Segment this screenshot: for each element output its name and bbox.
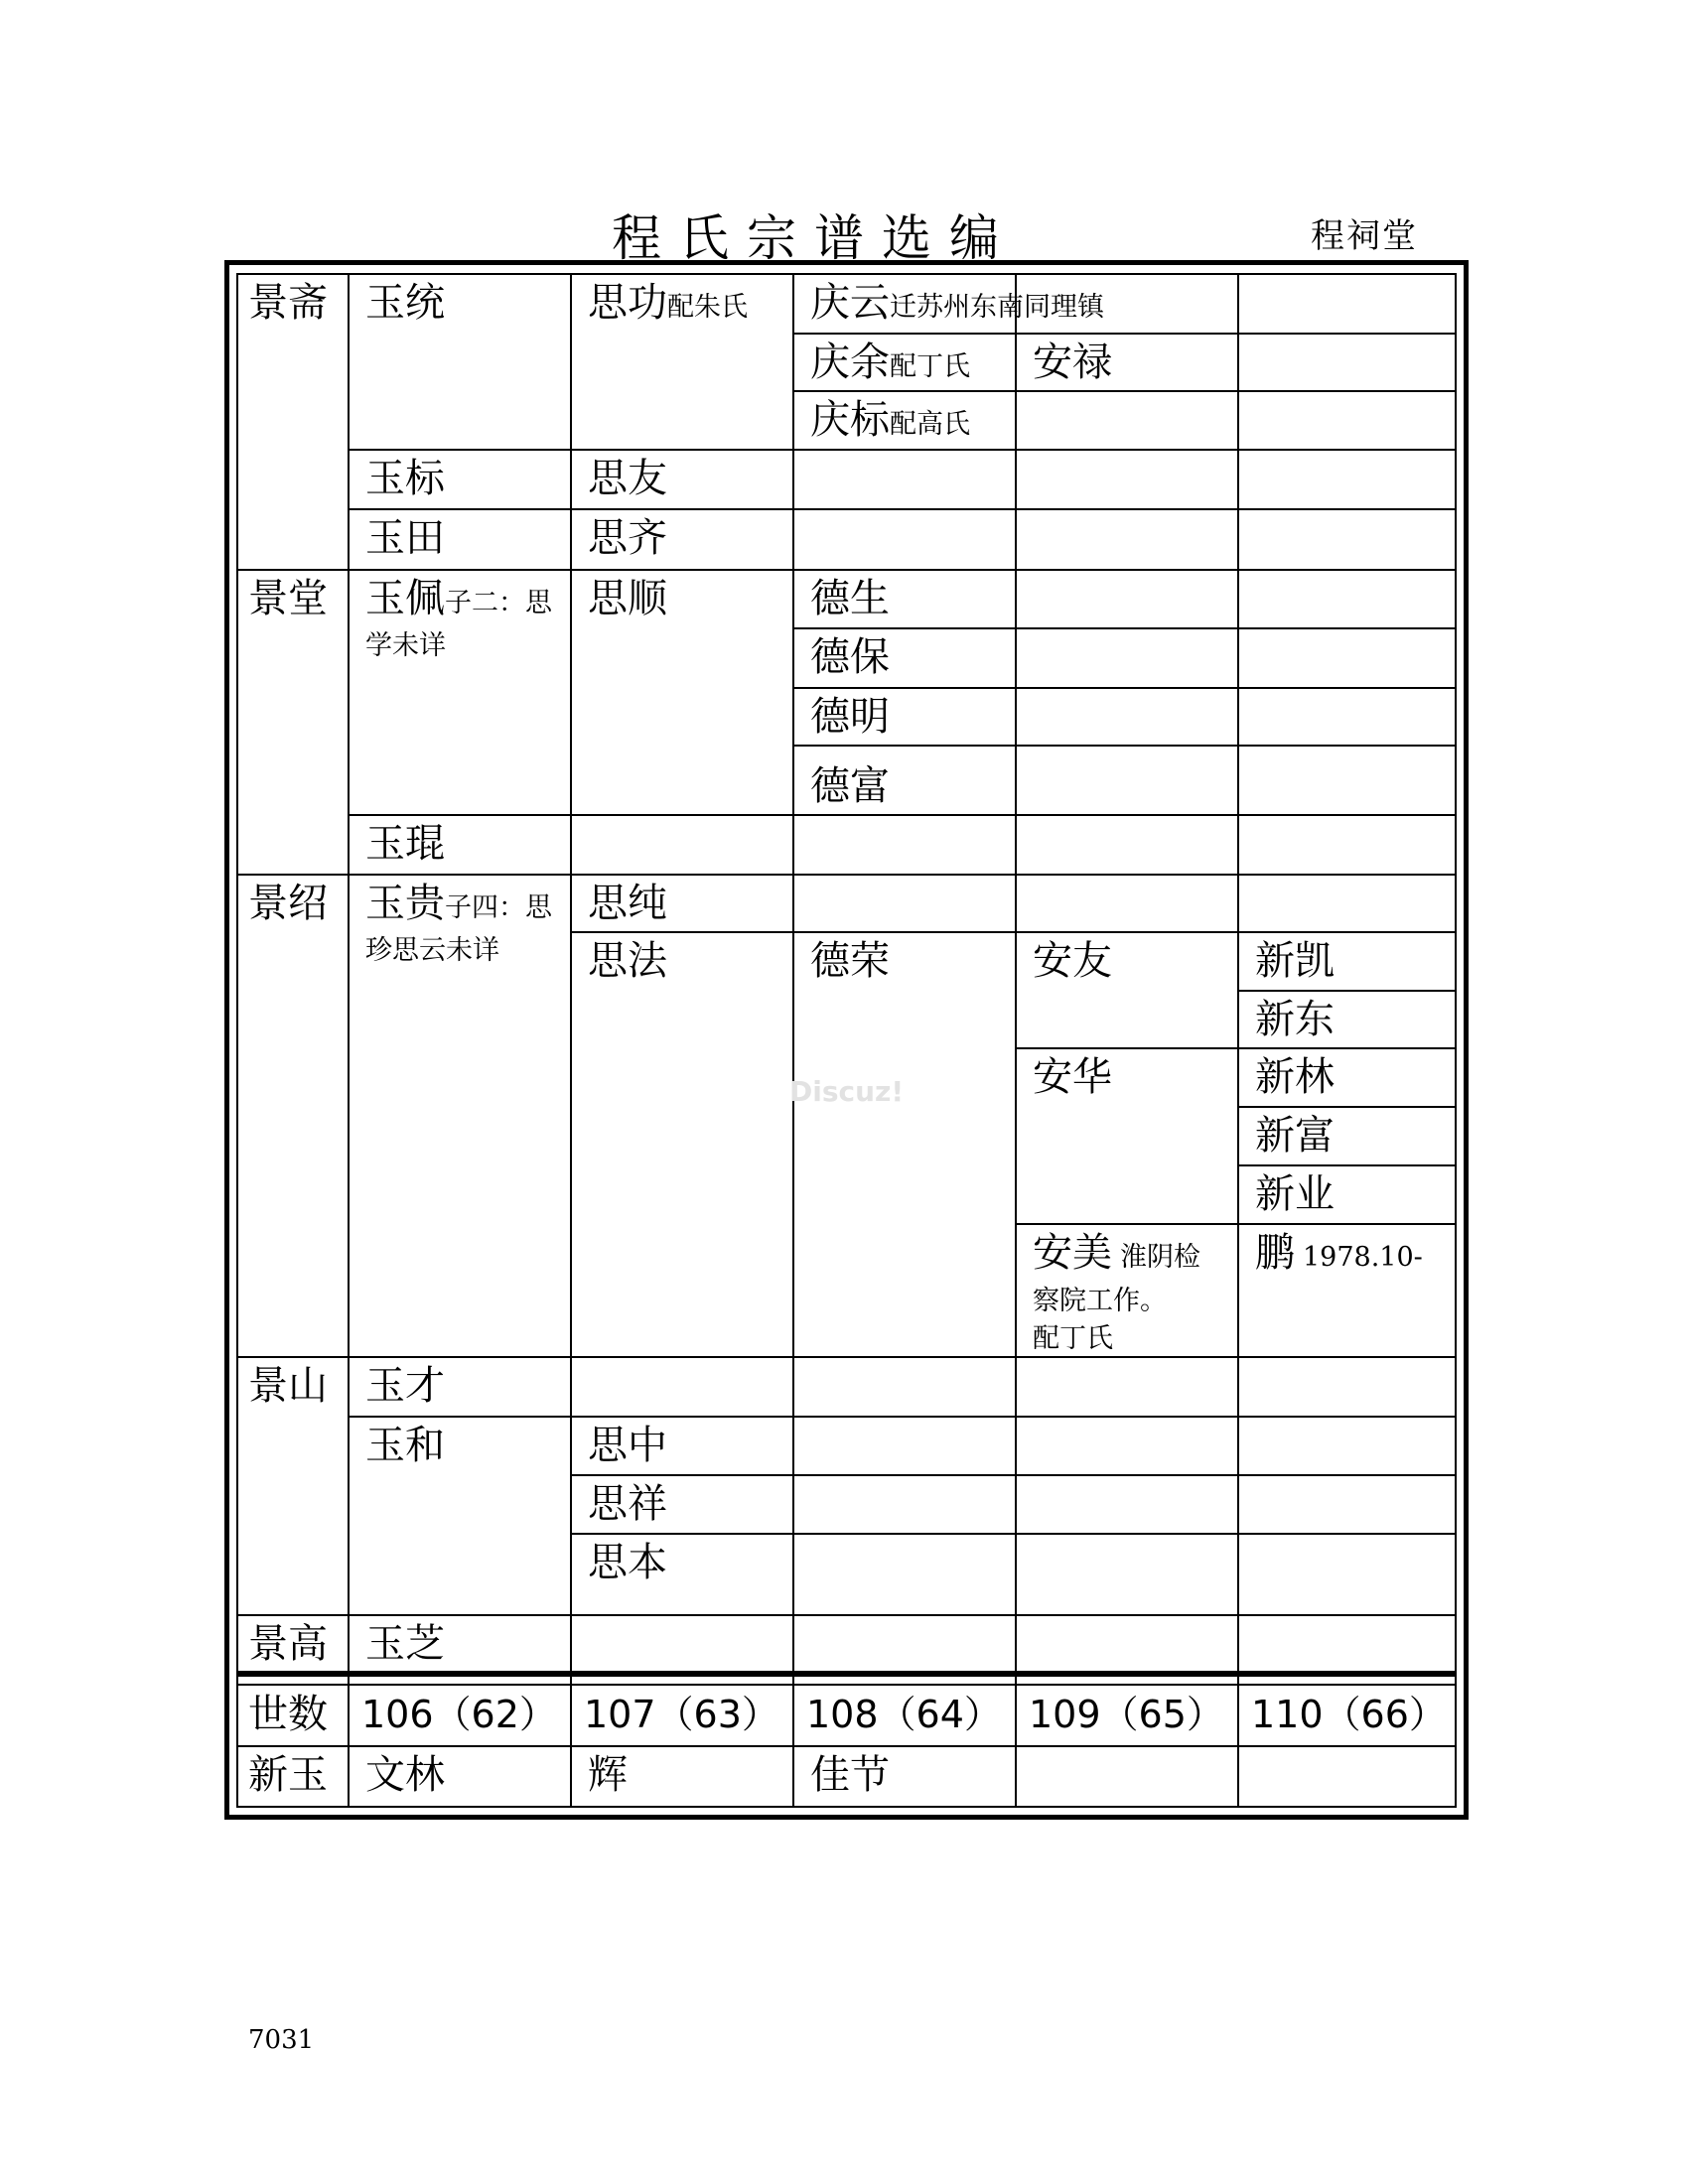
name-qingyu [810,341,970,389]
name-peng [1255,1231,1423,1280]
new-generation-label: 新玉 [248,1752,328,1798]
grid-line [1237,1106,1457,1108]
ancestor-jingshan: 景山 [248,1363,328,1409]
name-qingbiao-text: 庆标 [810,397,890,443]
name-yutong: 玉统 [365,280,445,326]
name-sichun: 思纯 [588,881,667,926]
note-sigong: 配朱氏 [667,292,748,323]
new-name-wenlin: 文林 [365,1752,445,1798]
name-yuzhi: 玉芝 [365,1621,445,1667]
name-anlu: 安禄 [1033,340,1112,385]
grid-line [792,390,1457,392]
grid-line [236,1671,1457,1677]
grid-line [348,1416,1457,1418]
grid-line [570,273,572,1808]
name-yubiao: 玉标 [365,456,445,501]
name-anhua: 安华 [1033,1054,1112,1100]
name-yugui [365,882,552,930]
grid-line [348,273,350,1808]
grid-line [348,508,1457,510]
generation-109: 109（65） [1029,1693,1224,1736]
name-yukun: 玉琨 [365,821,445,867]
name-siqi: 思齐 [588,515,667,561]
note-yugui-line2: 珍思云未详 [365,935,499,966]
hall-name: 程祠堂 [1311,216,1418,256]
grid-line [792,627,1457,629]
grid-line [1237,1164,1457,1166]
page-title: 程氏宗谱选编 [612,209,1017,267]
grid-line [792,333,1457,335]
name-sixiang: 思祥 [588,1481,667,1527]
name-anmei [1033,1231,1200,1280]
note-yupei: 子二：思 [445,588,552,618]
name-yupei [365,577,552,625]
grid-line [1237,273,1239,1808]
note-anmei-line2: 察院工作。 [1033,1286,1167,1316]
grid-line [570,1533,1457,1535]
new-name-jiajie: 佳节 [810,1752,890,1798]
name-xinkai: 新凯 [1255,938,1335,984]
new-name-hui: 辉 [588,1752,628,1798]
grid-line [348,449,1457,451]
generation-108: 108（64） [806,1693,1002,1736]
grid-line [236,1614,1457,1616]
grid-line [792,745,1457,747]
ancestor-jinggao: 景高 [248,1621,328,1667]
name-desheng: 德生 [810,576,890,621]
name-defu: 德富 [810,763,890,809]
name-sishun: 思顺 [588,576,667,621]
note-qingyun: 迁苏州东南同理镇 [890,292,1104,323]
name-siyou: 思友 [588,456,667,501]
ancestor-jingzhai: 景斋 [248,280,328,326]
grid-line [236,1684,1457,1686]
note-qingbiao: 配高氏 [890,409,970,440]
name-sifa: 思法 [588,938,667,984]
name-yugui-text: 玉贵 [365,881,445,926]
name-xinlin: 新林 [1255,1054,1335,1100]
name-anmei-text: 安美 [1033,1230,1112,1276]
grid-line [792,687,1457,689]
name-sigong [588,281,748,330]
page-number: 7031 [248,2025,315,2055]
name-xinfu: 新富 [1255,1113,1335,1159]
name-debao: 德保 [810,634,890,680]
ancestor-jingtang: 景堂 [248,576,328,621]
note-anmei-line3: 配丁氏 [1033,1323,1113,1354]
generation-106: 106（62） [361,1693,557,1736]
generation-label: 世数 [248,1692,328,1737]
name-xindong: 新东 [1255,997,1335,1042]
name-derong: 德荣 [810,938,890,984]
name-yuhe: 玉和 [365,1423,445,1468]
name-sizhong: 思中 [588,1423,667,1468]
note-anmei: 淮阴检 [1120,1242,1200,1273]
name-peng-text: 鹏 [1255,1230,1295,1276]
name-qingyun [810,281,1104,330]
name-yutian: 玉田 [365,515,445,561]
grid-line [348,814,1457,816]
name-xinye: 新业 [1255,1171,1335,1217]
name-yupei-text: 玉佩 [365,576,445,621]
watermark: Discuz! [789,1075,905,1108]
name-qingbiao [810,398,970,447]
grid-line [236,874,1457,876]
grid-line [236,1745,1457,1747]
name-qingyun-text: 庆云 [810,280,890,326]
grid-line [236,1356,1457,1358]
name-sigong-text: 思功 [588,280,667,326]
grid-line [570,1474,1457,1476]
name-yucai: 玉才 [365,1363,445,1409]
grid-line [1237,990,1457,992]
name-anyou: 安友 [1033,938,1112,984]
ancestor-jingshao: 景绍 [248,881,328,926]
grid-line [236,569,1457,571]
note-yugui: 子四：思 [445,892,552,923]
note-peng: 1978.10- [1303,1242,1423,1273]
name-deming: 德明 [810,694,890,740]
grid-line [1015,1047,1457,1049]
note-qingyu: 配丁氏 [890,351,970,382]
name-qingyu-text: 庆余 [810,340,890,385]
grid-line [1015,273,1017,1808]
note-yupei-line2: 学未详 [365,630,446,661]
generation-107: 107（63） [584,1693,779,1736]
grid-line [570,931,1457,933]
generation-110: 110（66） [1251,1693,1447,1736]
name-siben: 思本 [588,1540,667,1585]
grid-line [1015,1223,1457,1225]
grid-line [792,273,794,1808]
